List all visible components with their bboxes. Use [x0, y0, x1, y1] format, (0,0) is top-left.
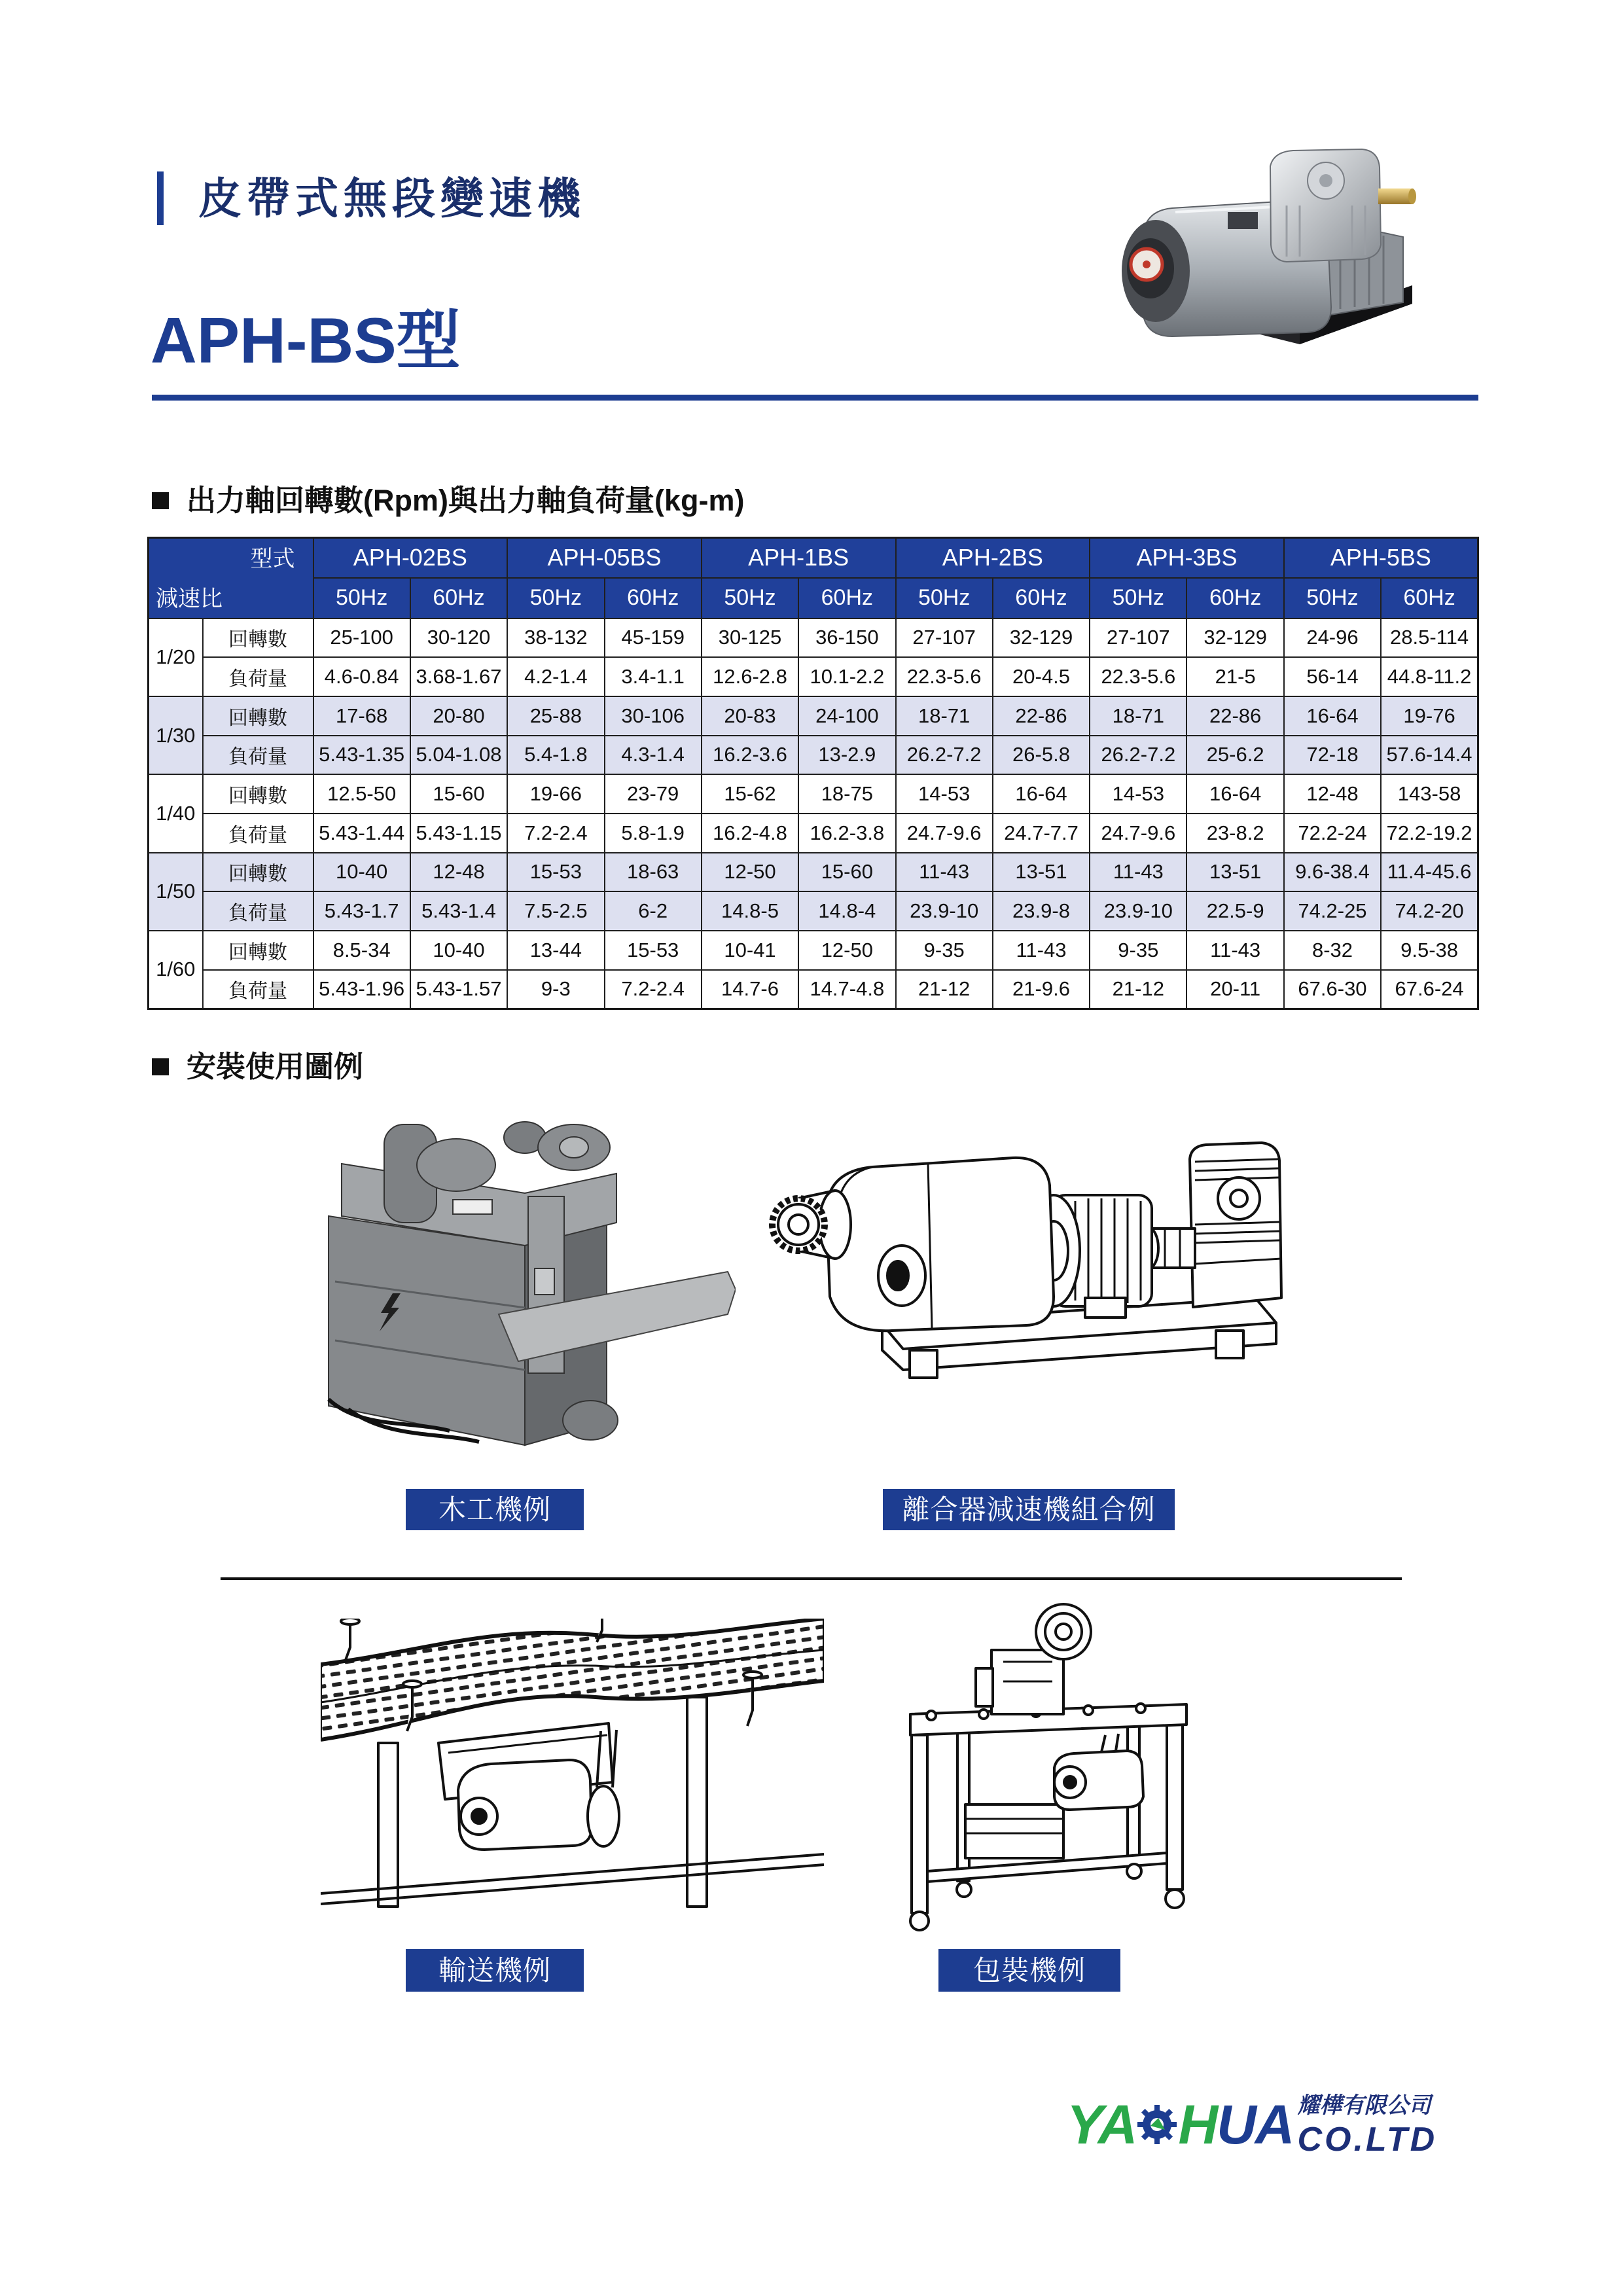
- company-logo: [1067, 2089, 1449, 2160]
- value-cell: 26-5.8: [993, 736, 1090, 775]
- value-cell: 23-8.2: [1186, 814, 1283, 853]
- value-cell: 23.9-10: [896, 891, 993, 931]
- value-cell: 5.04-1.08: [410, 736, 507, 775]
- corner-header-cell: [149, 538, 313, 619]
- value-cell: 14.7-4.8: [798, 970, 895, 1009]
- value-cell: 20-4.5: [993, 657, 1090, 696]
- bullet-square-icon: [152, 492, 169, 509]
- value-cell: 24-100: [798, 696, 895, 736]
- value-cell: 13-44: [507, 931, 604, 970]
- row-label-speed: 回轉數: [203, 853, 313, 892]
- value-cell: 11-43: [896, 853, 993, 892]
- value-cell: 19-66: [507, 774, 604, 814]
- ratio-cell: 1/60: [149, 931, 203, 1009]
- model-header-aph-05bs: APH-05BS: [507, 538, 702, 578]
- ratio-axis-label: 減速比: [156, 586, 223, 611]
- value-cell: 14.8-4: [798, 891, 895, 931]
- row-label-load: 負荷量: [203, 657, 313, 696]
- value-cell: 16-64: [993, 774, 1090, 814]
- logo-company-en: CO.LTD: [1297, 2121, 1438, 2159]
- spec-table-body: [149, 619, 1478, 1009]
- output-shaft: [1378, 188, 1416, 204]
- row-label-speed: 回轉數: [203, 774, 313, 814]
- data-row-1-40-load: [149, 814, 1478, 853]
- caption-woodworking: 木工機例: [406, 1489, 584, 1530]
- value-cell: 9-3: [507, 970, 604, 1009]
- caption-packaging: 包裝機例: [938, 1949, 1120, 1992]
- logo-company-zh: 耀樺有限公司: [1297, 2093, 1431, 2118]
- value-cell: 32-129: [993, 619, 1090, 658]
- row-label-load: 負荷量: [203, 891, 313, 931]
- value-cell: 56-14: [1284, 657, 1381, 696]
- freq-header-aph-1bs-50hz: 50Hz: [702, 578, 798, 619]
- data-row-1-30-load: [149, 736, 1478, 775]
- ratio-cell: 1/40: [149, 774, 203, 852]
- value-cell: 24.7-9.6: [896, 814, 993, 853]
- value-cell: 18-75: [798, 774, 895, 814]
- value-cell: 3.68-1.67: [410, 657, 507, 696]
- clutch-reducer-illustration: [758, 1133, 1287, 1390]
- gear-icon: [1136, 2104, 1178, 2145]
- value-cell: 36-150: [798, 619, 895, 658]
- value-cell: 14.8-5: [702, 891, 798, 931]
- value-cell: 23.9-8: [993, 891, 1090, 931]
- value-cell: 72.2-24: [1284, 814, 1381, 853]
- packaging-machine-drawing: [905, 1596, 1192, 1935]
- model-axis-label: 型式: [250, 546, 295, 571]
- value-cell: 27-107: [1090, 619, 1186, 658]
- data-row-1-60-load: [149, 970, 1478, 1009]
- value-cell: 16-64: [1284, 696, 1381, 736]
- row-label-speed: 回轉數: [203, 696, 313, 736]
- value-cell: 5.43-1.35: [313, 736, 410, 775]
- value-cell: 15-62: [702, 774, 798, 814]
- freq-header-aph-5bs-50hz: 50Hz: [1284, 578, 1381, 619]
- value-cell: 23-79: [605, 774, 702, 814]
- value-cell: 26.2-7.2: [1090, 736, 1186, 775]
- value-cell: 20-80: [410, 696, 507, 736]
- value-cell: 12.5-50: [313, 774, 410, 814]
- model-title: APH-BS型: [151, 304, 461, 376]
- logo-letters-right: UA: [1217, 2094, 1294, 2155]
- value-cell: 57.6-14.4: [1381, 736, 1478, 775]
- value-cell: 3.4-1.1: [605, 657, 702, 696]
- value-cell: 15-53: [507, 853, 604, 892]
- value-cell: 11-43: [1186, 931, 1283, 970]
- value-cell: 25-6.2: [1186, 736, 1283, 775]
- model-header-aph-2bs: APH-2BS: [896, 538, 1090, 578]
- value-cell: 9-35: [896, 931, 993, 970]
- value-cell: 22.5-9: [1186, 891, 1283, 931]
- packaging-machine-illustration: [905, 1596, 1192, 1935]
- value-cell: 21-12: [896, 970, 993, 1009]
- freq-header-aph-3bs-60hz: 60Hz: [1186, 578, 1283, 619]
- value-cell: 10.1-2.2: [798, 657, 895, 696]
- value-cell: 24.7-9.6: [1090, 814, 1186, 853]
- data-row-1-50-speed: [149, 853, 1478, 892]
- value-cell: 17-68: [313, 696, 410, 736]
- woodworking-machine-illustration: [309, 1118, 736, 1449]
- freq-header-aph-02bs-60hz: 60Hz: [410, 578, 507, 619]
- worm-gear-reducer: [1190, 1143, 1281, 1307]
- bottom-motor: [563, 1401, 618, 1440]
- value-cell: 10-40: [313, 853, 410, 892]
- value-cell: 6-2: [605, 891, 702, 931]
- value-cell: 18-63: [605, 853, 702, 892]
- value-cell: 24.7-7.7: [993, 814, 1090, 853]
- ratio-cell: 1/50: [149, 853, 203, 931]
- value-cell: 21-5: [1186, 657, 1283, 696]
- value-cell: 74.2-25: [1284, 891, 1381, 931]
- value-cell: 12-48: [1284, 774, 1381, 814]
- motor-box: [965, 1804, 1063, 1858]
- output-shaft: [878, 1246, 925, 1306]
- freq-header-aph-5bs-60hz: 60Hz: [1381, 578, 1478, 619]
- value-cell: 8-32: [1284, 931, 1381, 970]
- name-plate: [1228, 212, 1258, 229]
- value-cell: 8.5-34: [313, 931, 410, 970]
- value-cell: 13-2.9: [798, 736, 895, 775]
- value-cell: 20-83: [702, 696, 798, 736]
- value-cell: 9.6-38.4: [1284, 853, 1381, 892]
- value-cell: 5.43-1.57: [410, 970, 507, 1009]
- value-cell: 72.2-19.2: [1381, 814, 1478, 853]
- freq-header-aph-05bs-50hz: 50Hz: [507, 578, 604, 619]
- row-label-speed: 回轉數: [203, 619, 313, 658]
- value-cell: 25-88: [507, 696, 604, 736]
- section-title-examples: 安裝使用圖例: [187, 1050, 364, 1083]
- spec-table-head: [149, 538, 1478, 619]
- value-cell: 14-53: [1090, 774, 1186, 814]
- value-cell: 5.43-1.4: [410, 891, 507, 931]
- data-row-1-50-load: [149, 891, 1478, 931]
- worm-gearbox: [1270, 149, 1381, 262]
- clutch-reducer-drawing: [758, 1133, 1287, 1390]
- row-label-load: 負荷量: [203, 970, 313, 1009]
- value-cell: 10-41: [702, 931, 798, 970]
- logo-brand: [1067, 2089, 1293, 2160]
- value-cell: 21-12: [1090, 970, 1186, 1009]
- page-title: 皮帶式無段變速機: [198, 174, 586, 223]
- value-cell: 38-132: [507, 619, 604, 658]
- value-cell: 12-50: [702, 853, 798, 892]
- conveyor-illustration: [321, 1619, 824, 1912]
- header-row-models: [149, 538, 1478, 578]
- conveyor-drawing: [321, 1619, 824, 1912]
- value-cell: 32-129: [1186, 619, 1283, 658]
- value-cell: 21-9.6: [993, 970, 1090, 1009]
- row-label-speed: 回轉數: [203, 931, 313, 970]
- header-row-frequency: [149, 578, 1478, 619]
- clutch-housing: [827, 1158, 1054, 1331]
- spec-table: [147, 537, 1479, 1010]
- data-row-1-30-speed: [149, 696, 1478, 736]
- value-cell: 30-120: [410, 619, 507, 658]
- value-cell: 18-71: [896, 696, 993, 736]
- data-row-1-60-speed: [149, 931, 1478, 970]
- value-cell: 7.2-2.4: [605, 970, 702, 1009]
- value-cell: 5.43-1.44: [313, 814, 410, 853]
- logo-company-block: [1297, 2090, 1437, 2159]
- value-cell: 67.6-24: [1381, 970, 1478, 1009]
- input-spline-shaft: [772, 1191, 851, 1259]
- value-cell: 7.5-2.5: [507, 891, 604, 931]
- value-cell: 30-106: [605, 696, 702, 736]
- value-cell: 14-53: [896, 774, 993, 814]
- title-underline: [152, 395, 1478, 401]
- label-plate: [453, 1200, 492, 1214]
- gear-reducer-illustration: [1103, 140, 1419, 353]
- value-cell: 12-48: [410, 853, 507, 892]
- data-row-1-20-load: [149, 657, 1478, 696]
- value-cell: 27-107: [896, 619, 993, 658]
- data-row-1-20-speed: [149, 619, 1478, 658]
- value-cell: 5.43-1.7: [313, 891, 410, 931]
- value-cell: 7.2-2.4: [507, 814, 604, 853]
- logo-letter-mid: H: [1178, 2094, 1217, 2155]
- value-cell: 12-50: [798, 931, 895, 970]
- caption-conveyor: 輸送機例: [406, 1949, 584, 1992]
- caption-clutch-reducer: 離合器減速機組合例: [883, 1489, 1175, 1530]
- freq-header-aph-1bs-60hz: 60Hz: [798, 578, 895, 619]
- value-cell: 16.2-3.8: [798, 814, 895, 853]
- value-cell: 143-58: [1381, 774, 1478, 814]
- value-cell: 67.6-30: [1284, 970, 1381, 1009]
- value-cell: 4.2-1.4: [507, 657, 604, 696]
- ratio-cell: 1/20: [149, 619, 203, 696]
- freq-header-aph-3bs-50hz: 50Hz: [1090, 578, 1186, 619]
- value-cell: 4.3-1.4: [605, 736, 702, 775]
- value-cell: 15-53: [605, 931, 702, 970]
- value-cell: 16.2-4.8: [702, 814, 798, 853]
- value-cell: 44.8-11.2: [1381, 657, 1478, 696]
- value-cell: 22-86: [1186, 696, 1283, 736]
- value-cell: 5.8-1.9: [605, 814, 702, 853]
- value-cell: 9.5-38: [1381, 931, 1478, 970]
- value-cell: 22.3-5.6: [896, 657, 993, 696]
- value-cell: 18-71: [1090, 696, 1186, 736]
- value-cell: 26.2-7.2: [896, 736, 993, 775]
- model-header-aph-02bs: APH-02BS: [313, 538, 508, 578]
- model-header-aph-3bs: APH-3BS: [1090, 538, 1284, 578]
- freq-header-aph-02bs-50hz: 50Hz: [313, 578, 410, 619]
- value-cell: 5.4-1.8: [507, 736, 604, 775]
- model-header-aph-1bs: APH-1BS: [702, 538, 896, 578]
- value-cell: 30-125: [702, 619, 798, 658]
- value-cell: 45-159: [605, 619, 702, 658]
- value-cell: 22.3-5.6: [1090, 657, 1186, 696]
- value-cell: 15-60: [410, 774, 507, 814]
- value-cell: 15-60: [798, 853, 895, 892]
- value-cell: 24-96: [1284, 619, 1381, 658]
- ratio-cell: 1/30: [149, 696, 203, 774]
- value-cell: 11-43: [1090, 853, 1186, 892]
- terminal-box: [1085, 1298, 1126, 1318]
- model-header-aph-5bs: APH-5BS: [1284, 538, 1478, 578]
- value-cell: 72-18: [1284, 736, 1381, 775]
- value-cell: 22-86: [993, 696, 1090, 736]
- title-accent-bar: [157, 171, 164, 225]
- woodworking-machine-photo: [309, 1118, 736, 1449]
- value-cell: 10-40: [410, 931, 507, 970]
- value-cell: 16.2-3.6: [702, 736, 798, 775]
- value-cell: 11-43: [993, 931, 1090, 970]
- value-cell: 5.43-1.15: [410, 814, 507, 853]
- value-cell: 25-100: [313, 619, 410, 658]
- value-cell: 19-76: [1381, 696, 1478, 736]
- value-cell: 13-51: [993, 853, 1090, 892]
- value-cell: 20-11: [1186, 970, 1283, 1009]
- value-cell: 11.4-45.6: [1381, 853, 1478, 892]
- freq-header-aph-05bs-60hz: 60Hz: [605, 578, 702, 619]
- value-cell: 12.6-2.8: [702, 657, 798, 696]
- tape-dispenser: [976, 1604, 1091, 1714]
- section-title-specs: 出力軸回轉數(Rpm)與出力軸負荷量(kg-m): [187, 484, 745, 517]
- value-cell: 9-35: [1090, 931, 1186, 970]
- value-cell: 13-51: [1186, 853, 1283, 892]
- data-row-1-40-speed: [149, 774, 1478, 814]
- product-photo: [1103, 140, 1419, 353]
- row-label-load: 負荷量: [203, 814, 313, 853]
- row-label-load: 負荷量: [203, 736, 313, 775]
- value-cell: 16-64: [1186, 774, 1283, 814]
- bullet-square-icon: [152, 1058, 169, 1075]
- speed-knob: [1122, 220, 1190, 322]
- corner-header-inner: [149, 539, 313, 617]
- value-cell: 4.6-0.84: [313, 657, 410, 696]
- freq-header-aph-2bs-50hz: 50Hz: [896, 578, 993, 619]
- value-cell: 23.9-10: [1090, 891, 1186, 931]
- freq-header-aph-2bs-60hz: 60Hz: [993, 578, 1090, 619]
- value-cell: 14.7-6: [702, 970, 798, 1009]
- value-cell: 74.2-20: [1381, 891, 1478, 931]
- section-divider: [221, 1577, 1402, 1580]
- value-cell: 5.43-1.96: [313, 970, 410, 1009]
- logo-letters-left: YA: [1067, 2094, 1137, 2155]
- value-cell: 28.5-114: [1381, 619, 1478, 658]
